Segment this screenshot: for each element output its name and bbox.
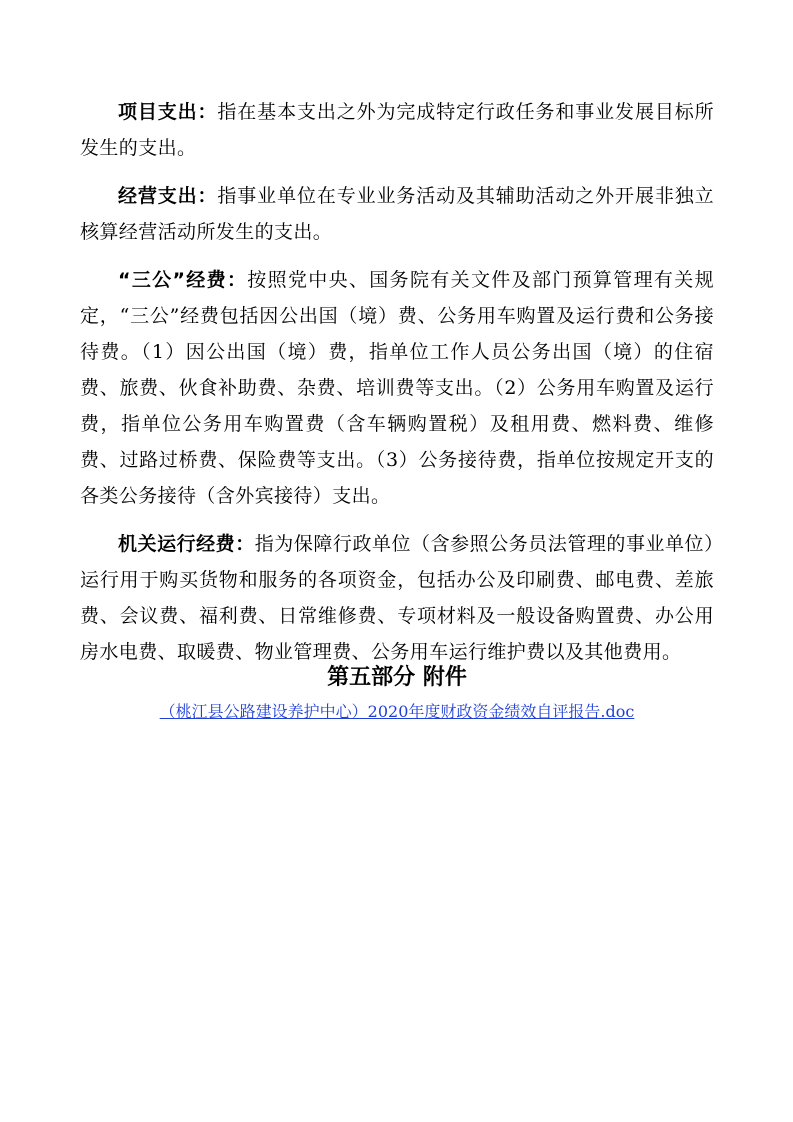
definition-operating-expenditure: 指事业单位在专业业务活动及其辅助活动之外开展非独立核算经营活动所发生的支出。 [80, 185, 714, 243]
definition-project-expenditure: 指在基本支出之外为完成特定行政任务和事业发展目标所发生的支出。 [80, 101, 714, 159]
term-agency-operating-expenses: 机关运行经费： [118, 533, 255, 555]
term-operating-expenditure: 经营支出： [118, 185, 218, 207]
definition-three-public-expenses: 按照党中央、国务院有关文件及部门预算管理有关规定，“三公”经费包括因公出国（境）费、公务用车购置及运行费和公务接待费。（1）因公出国（境）费，指单位工作人员公务出国（境）的住宿费、旅费、伙食补助费、杂费、培训费等支出。（2）公务用车购置及运行费，指单位公务用车购置费（含车辆购置税）及租用费、燃料费、维修费、过路过桥费、保险费等支出。（3）公务接待费，指单位按规定开支的各类公务接待（含外宾接待）支出。 [80, 269, 714, 507]
paragraph-operating-expenditure [80, 178, 714, 250]
term-three-public-expenses: “三公”经费： [118, 269, 248, 291]
attachment-link[interactable]: （桃江县公路建设养护中心）2020年度财政资金绩效自评报告.doc [159, 702, 635, 721]
definition-agency-operating-expenses: 指为保障行政单位（含参照公务员法管理的事业单位）运行用于购买货物和服务的各项资金，包括办公及印刷费、邮电费、差旅费、会议费、福利费、日常维修费、专项材料及一般设备购置费、办公用房水电费、取暖费、物业管理费、公务用车运行维护费以及其他费用。 [80, 533, 714, 663]
paragraph-agency-operating-expenses [80, 526, 714, 670]
term-project-expenditure: 项目支出： [118, 101, 218, 123]
body-text [80, 94, 714, 682]
paragraph-project-expenditure [80, 94, 714, 166]
paragraph-three-public-expenses [80, 262, 714, 514]
section-heading: 第五部分 附件 [327, 665, 467, 690]
